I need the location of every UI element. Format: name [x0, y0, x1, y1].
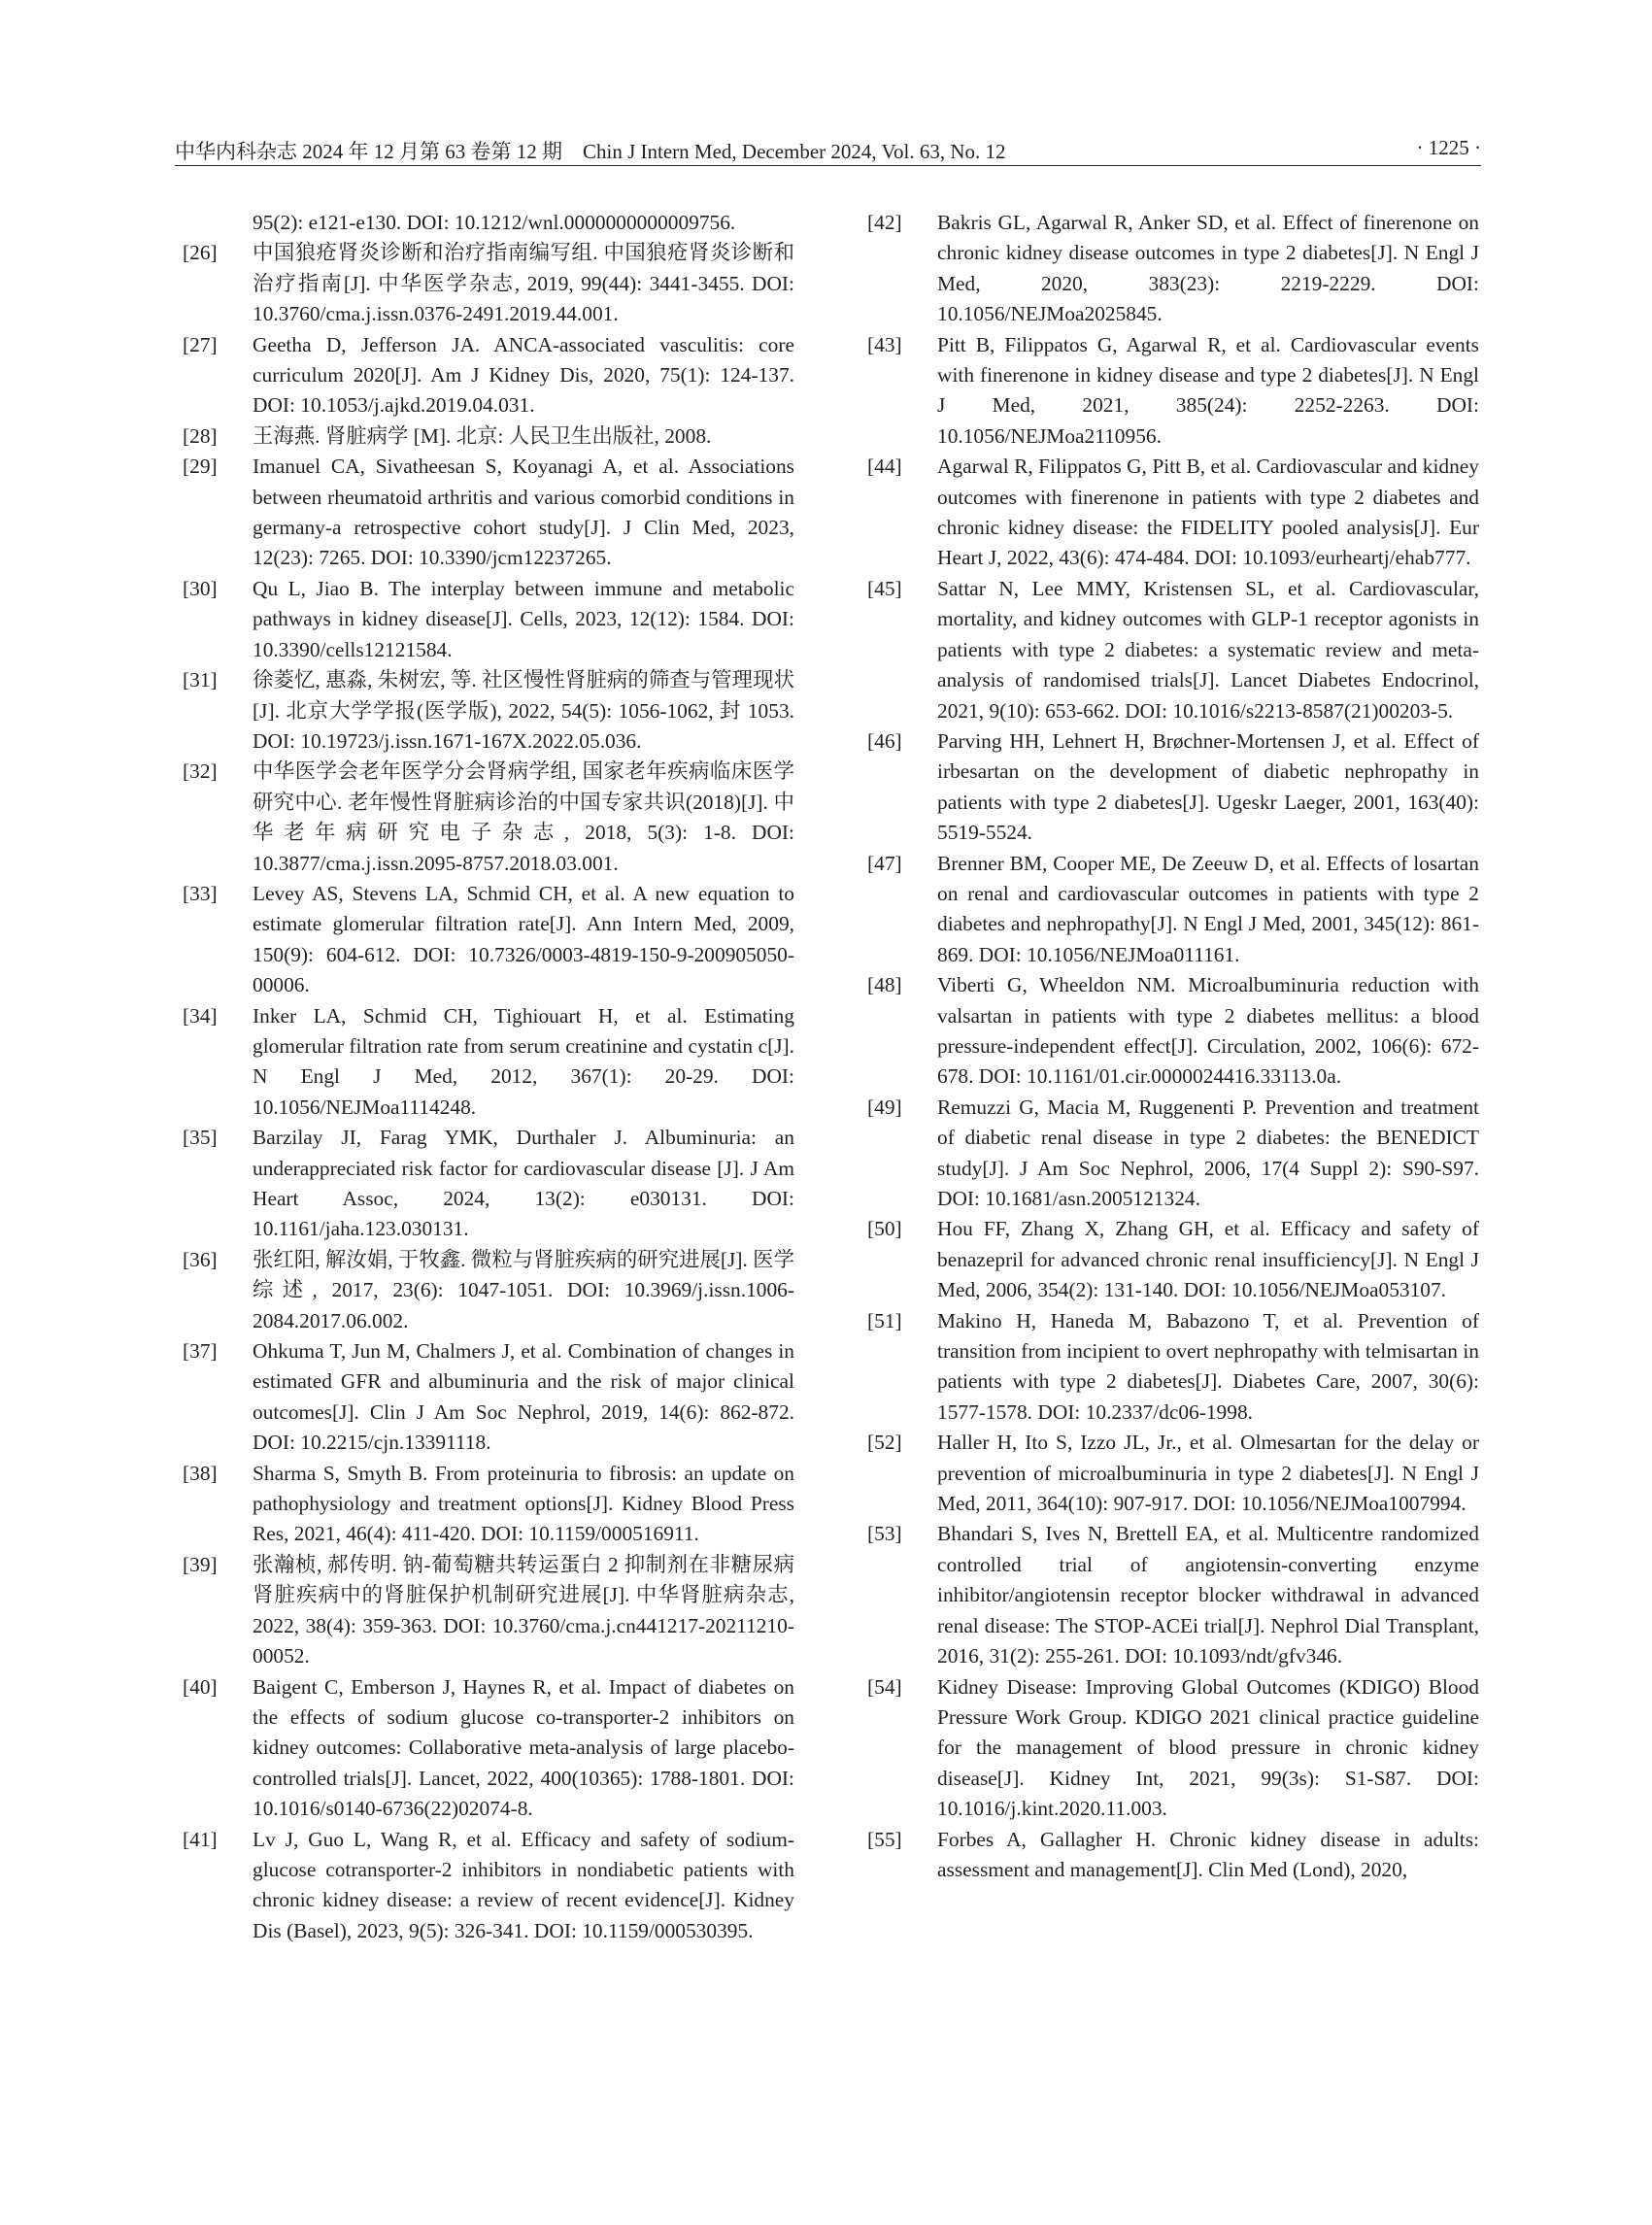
reference-entry — [183, 421, 794, 452]
reference-entry — [183, 330, 794, 421]
reference-number: [29] — [183, 455, 218, 479]
reference-number: [37] — [183, 1339, 218, 1364]
reference-number: [48] — [867, 973, 902, 997]
reference-entry — [183, 238, 794, 329]
reference-text: Sharma S, Smyth B. From proteinuria to fibrosis: an update on pathophysiology and treatment options[J]. Kidney Blood Press Res, 2021, 46(4): 411-420. DOI: 10.1159/000516911. — [253, 1461, 794, 1546]
reference-text: Agarwal R, Filippatos G, Pitt B, et al. Cardiovascular and kidney outcomes with finerenone in patients with type 2 diabetes and chronic kidney disease: the FIDELITY pooled analysis[J]. Eur Heart J, 2022, 43(6): 474-484. DOI: 10.1093/eurheartj/ehab777. — [937, 455, 1479, 570]
reference-entry — [867, 1672, 1479, 1825]
reference-entry — [867, 849, 1479, 971]
reference-text: Parving HH, Lehnert H, Brøchner-Mortensen J, et al. Effect of irbesartan on the development of diabetic nephropathy in patients with type 2 diabetes[J]. Ugeskr Laeger, 2001, 163(40): 5519-5524. — [937, 728, 1479, 845]
reference-number: [26] — [183, 241, 218, 265]
reference-number: [52] — [867, 1431, 902, 1455]
reference-entry — [867, 1519, 1479, 1671]
reference-number: [42] — [867, 211, 902, 234]
reference-text: Kidney Disease: Improving Global Outcomes (KDIGO) Blood Pressure Work Group. KDIGO 2021 clinical practice guideline for the management of blood pressure in chronic kidney disease[J]. Kidney Int, 2021, 99(3s): S1-S87. DOI: 10.1016/j.kint.2020.11.003. — [937, 1674, 1479, 1821]
reference-entry — [867, 452, 1479, 574]
reference-entry — [867, 1214, 1479, 1305]
reference-entry — [183, 1123, 794, 1245]
reference-text: Baigent C, Emberson J, Haynes R, et al. Impact of diabetes on the effects of sodium glucose co-transporter-2 inhibitors on kidney outcomes: Collaborative meta-analysis of large placebo-controlled trials[J]. Lancet, 2022, 400(10365): 1788-1801. DOI: 10.1016/s0140-6736(22)02074-8. — [253, 1674, 794, 1821]
reference-number: [27] — [183, 332, 218, 356]
reference-text: 张瀚桢, 郝传明. 钠-葡萄糖共转运蛋白 2 抑制剂在非糖尿病肾脏疾病中的肾脏保护机制研究进展[J]. 中华肾脏病杂志, 2022, 38(4): 359-363. DOI: 10.3760/cma.j.cn441217-20211210-00052. — [253, 1552, 794, 1669]
reference-text: 徐菱忆, 惠淼, 朱树宏, 等. 社区慢性肾脏病的筛查与管理现状[J]. 北京大学学报(医学版), 2022, 54(5): 1056-1062, 封 1053. DOI: 10.19723/j.issn.1671-167X.2022.05.036. — [253, 668, 794, 753]
reference-entry — [867, 574, 1479, 726]
reference-text: Bhandari S, Ives N, Brettell EA, et al. Multicentre randomized controlled trial of angiotensin-converting enzyme inhibitor/angiotensin receptor blocker withdrawal in advanced renal disease: The STOP-ACEi trial[J]. Nephrol Dial Transplant, 2016, 31(2): 255-261. DOI: 10.1093/ndt/gfv346. — [937, 1522, 1479, 1669]
references-left-column — [183, 208, 794, 1946]
reference-entry — [867, 1306, 1479, 1429]
reference-number: [38] — [183, 1461, 218, 1485]
reference-text: Inker LA, Schmid CH, Tighiouart H, et al. Estimating glomerular filtration rate from serum creatinine and cystatin c[J]. N Engl J Med, 2012, 367(1): 20-29. DOI: 10.1056/NEJMoa1114248. — [253, 1003, 794, 1119]
reference-text: 王海燕. 肾脏病学 [M]. 北京: 人民卫生出版社, 2008. — [253, 423, 712, 448]
reference-number: [55] — [867, 1827, 902, 1851]
reference-number: [41] — [183, 1827, 218, 1851]
reference-number: [40] — [183, 1674, 218, 1699]
reference-text: Viberti G, Wheeldon NM. Microalbuminuria reduction with valsartan in patients with type 2 diabetes mellitus: a blood pressure-independent effect[J]. Circulation, 2002, 106(6): 672-678. DOI: 10.1161/01.cir.0000024416.33113.0a. — [937, 973, 1479, 1089]
reference-entry — [183, 452, 794, 574]
reference-text: Ohkuma T, Jun M, Chalmers J, et al. Combination of changes in estimated GFR and albuminuria and the risk of major clinical outcomes[J]. Clin J Am Soc Nephrol, 2019, 14(6): 862-872. DOI: 10.2215/cjn.13391118. — [253, 1339, 794, 1455]
reference-entry — [183, 1459, 794, 1550]
reference-number: [36] — [183, 1247, 218, 1271]
reference-entry — [183, 665, 794, 757]
reference-number: [30] — [183, 576, 218, 600]
reference-entry — [867, 970, 1479, 1093]
reference-text: Forbes A, Gallagher H. Chronic kidney disease in adults: assessment and management[J]. Clin Med (Lond), 2020, — [937, 1827, 1479, 1881]
reference-number: [28] — [183, 423, 218, 448]
reference-text: Brenner BM, Cooper ME, De Zeeuw D, et al. Effects of losartan on renal and cardiovascular outcomes in patients with type 2 diabetes and nephropathy[J]. N Engl J Med, 2001, 345(12): 861-869. DOI: 10.1056/NEJMoa011161. — [937, 851, 1479, 966]
reference-number: [34] — [183, 1003, 218, 1028]
reference-text: Imanuel CA, Sivatheesan S, Koyanagi A, et al. Associations between rheumatoid arthritis and various comorbid conditions in germany-a retrospective cohort study[J]. J Clin Med, 2023, 12(23): 7265. DOI: 10.3390/jcm12237265. — [253, 455, 794, 570]
reference-text: Pitt B, Filippatos G, Agarwal R, et al. Cardiovascular events with finerenone in kidney disease and type 2 diabetes[J]. N Engl J Med, 2021, 385(24): 2252-2263. DOI: 10.1056/NEJMoa2110956. — [937, 332, 1479, 448]
reference-text: 中国狼疮肾炎诊断和治疗指南编写组. 中国狼疮肾炎诊断和治疗指南[J]. 中华医学杂志, 2019, 99(44): 3441-3455. DOI: 10.3760/cma.j.issn.0376-2491.2019.44.001. — [253, 241, 794, 326]
reference-entry — [867, 1428, 1479, 1519]
reference-number: [46] — [867, 728, 902, 753]
references-right-column — [867, 208, 1479, 1885]
reference-number: [39] — [183, 1552, 218, 1576]
reference-entry — [183, 1001, 794, 1124]
reference-text: Makino H, Haneda M, Babazono T, et al. Prevention of transition from incipient to overt nephropathy with telmisartan in patients with type 2 diabetes[J]. Diabetes Care, 2007, 30(6): 1577-1578. DOI: 10.2337/dc06-1998. — [937, 1308, 1479, 1424]
reference-entry — [183, 1245, 794, 1336]
reference-text: Qu L, Jiao B. The interplay between immune and metabolic pathways in kidney disease[J]. Cells, 2023, 12(12): 1584. DOI: 10.3390/cells12121584. — [253, 576, 794, 661]
page-number: · 1225 · — [1416, 136, 1481, 159]
reference-entry — [183, 208, 794, 238]
reference-entry — [183, 1672, 794, 1825]
reference-text: Haller H, Ito S, Izzo JL, Jr., et al. Olmesartan for the delay or prevention of microalbuminuria in type 2 diabetes[J]. N Engl J Med, 2011, 364(10): 907-917. DOI: 10.1056/NEJMoa1007994. — [937, 1431, 1479, 1516]
reference-text: Geetha D, Jefferson JA. ANCA-associated vasculitis: core curriculum 2020[J]. Am J Kidney Dis, 2020, 75(1): 124-137. DOI: 10.1053/j.ajkd.2019.04.031. — [253, 332, 794, 418]
reference-number: [47] — [867, 851, 902, 875]
reference-number: [53] — [867, 1522, 902, 1546]
reference-number: [49] — [867, 1095, 902, 1119]
reference-number: [54] — [867, 1674, 902, 1699]
reference-number: [33] — [183, 881, 218, 905]
running-header — [175, 134, 1481, 166]
reference-number: [35] — [183, 1126, 218, 1150]
reference-entry — [867, 208, 1479, 330]
reference-entry — [183, 574, 794, 665]
reference-text: Sattar N, Lee MMY, Kristensen SL, et al. Cardiovascular, mortality, and kidney outcomes with GLP-1 receptor agonists in patients with type 2 diabetes: a systematic review and meta-analysis of randomised trials[J]. Lancet Diabetes Endocrinol, 2021, 9(10): 653-662. DOI: 10.1016/s2213-8587(21)00203-5. — [937, 576, 1479, 723]
reference-entry — [183, 1550, 794, 1672]
reference-text: Remuzzi G, Macia M, Ruggenenti P. Prevention and treatment of diabetic renal disease in type 2 diabetes: the BENEDICT study[J]. J Am Soc Nephrol, 2006, 17(4 Suppl 2): S90-S97. DOI: 10.1681/asn.2005121324. — [937, 1095, 1479, 1210]
reference-text: Lv J, Guo L, Wang R, et al. Efficacy and safety of sodium-glucose cotransporter-2 inhibitors in nondiabetic patients with chronic kidney disease: a review of recent evidence[J]. Kidney Dis (Basel), 2023, 9(5): 326-341. DOI: 10.1159/000530395. — [253, 1827, 794, 1942]
reference-text: Levey AS, Stevens LA, Schmid CH, et al. A new equation to estimate glomerular filtration rate[J]. Ann Intern Med, 2009, 150(9): 604-612. DOI: 10.7326/0003-4819-150-9-200905050-00006. — [253, 881, 794, 997]
reference-text: Barzilay JI, Farag YMK, Durthaler J. Albuminuria: an underappreciated risk factor for cardiovascular disease [J]. J Am Heart Assoc, 2024, 13(2): e030131. DOI: 10.1161/jaha.123.030131. — [253, 1126, 794, 1241]
reference-entry — [867, 330, 1479, 453]
reference-entry — [183, 879, 794, 1001]
reference-number: [50] — [867, 1217, 902, 1241]
reference-text: Hou FF, Zhang X, Zhang GH, et al. Efficacy and safety of benazepril for advanced chronic renal insufficiency[J]. N Engl J Med, 2006, 354(2): 131-140. DOI: 10.1056/NEJMoa053107. — [937, 1217, 1479, 1302]
reference-text: 95(2): e121-e130. DOI: 10.1212/wnl.0000000000009756. — [253, 211, 736, 234]
reference-entry — [183, 757, 794, 879]
reference-entry — [867, 1825, 1479, 1886]
reference-entry — [867, 726, 1479, 849]
reference-number: [31] — [183, 668, 218, 692]
reference-text: 中华医学会老年医学分会肾病学组, 国家老年疾病临床医学研究中心. 老年慢性肾脏病诊治的中国专家共识(2018)[J]. 中华老年病研究电子杂志, 2018, 5(3): 1-8. DOI: 10.3877/cma.j.issn.2095-8757.2018.03.001. — [253, 759, 794, 875]
reference-number: [32] — [183, 759, 218, 784]
journal-citation-header: 中华内科杂志 2024 年 12 月第 63 卷第 12 期 Chin J Intern Med, December 2024, Vol. 63, No. 12 — [175, 140, 1006, 163]
reference-number: [44] — [867, 455, 902, 479]
reference-entry — [867, 1093, 1479, 1215]
reference-text: Bakris GL, Agarwal R, Anker SD, et al. Effect of finerenone on chronic kidney disease outcomes in type 2 diabetes[J]. N Engl J Med, 2020, 383(23): 2219-2229. DOI: 10.1056/NEJMoa2025845. — [937, 211, 1479, 326]
reference-number: [51] — [867, 1308, 902, 1332]
reference-entry — [183, 1336, 794, 1459]
reference-text: 张红阳, 解汝娟, 于牧鑫. 微粒与肾脏疾病的研究进展[J]. 医学综述, 2017, 23(6): 1047-1051. DOI: 10.3969/j.issn.1006-2084.2017.06.002. — [253, 1247, 794, 1332]
reference-number: [43] — [867, 332, 902, 356]
reference-entry — [183, 1825, 794, 1947]
reference-number: [45] — [867, 576, 902, 600]
